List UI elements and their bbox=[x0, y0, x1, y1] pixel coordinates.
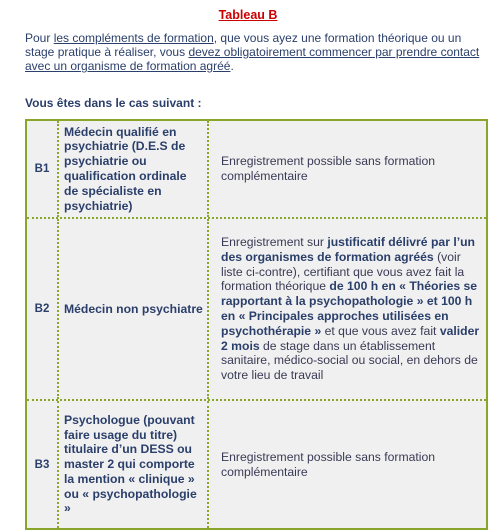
row-id: B2 bbox=[27, 219, 59, 399]
row-id: B3 bbox=[27, 401, 59, 528]
condition-cell: Enregistrement possible sans formation complémentaire bbox=[221, 154, 436, 183]
profile-cell: Médecin non psychiatre bbox=[59, 219, 209, 399]
complements-formation-link[interactable]: les compléments de formation bbox=[53, 31, 214, 45]
condition-text: (voir liste ci-contre), certifiant que vous avez fait la formation théorique bbox=[221, 249, 465, 294]
condition-text: Enregistrement sur bbox=[221, 235, 328, 250]
condition-emphasis: de 100 h en « Théories se rapportant à la psychopathologie » et 100 h en « Principales approches utilisées en psychothérapie » bbox=[221, 279, 478, 338]
profile-cell: Psychologue (pouvant faire usage du titre) titulaire d’un DESS ou master 2 qui comporte la mention « clinique » ou « psychopathologie » bbox=[59, 401, 209, 528]
intro-text-1: Pour bbox=[25, 31, 54, 45]
table-row bbox=[27, 401, 486, 528]
cases-table bbox=[25, 119, 488, 530]
case-heading: Vous êtes dans le cas suivant : bbox=[25, 96, 202, 110]
table-row bbox=[27, 121, 486, 219]
condition-cell bbox=[209, 219, 486, 399]
organisme-agree-link[interactable]: devez obligatoirement commencer par prendre contact avec un organisme de formation agréé bbox=[25, 45, 480, 73]
condition-text: de stage dans un établissement sanitaire, médico-social ou social, en dehors de votre lieu de travail bbox=[221, 338, 478, 383]
condition-emphasis: valider 2 mois bbox=[221, 323, 480, 353]
page-title: Tableau B bbox=[218, 8, 278, 22]
condition-cell: Enregistrement possible sans formation complémentaire bbox=[221, 449, 436, 479]
row-id: B1 bbox=[27, 121, 59, 217]
profile-cell: Médecin qualifié en psychiatrie (D.E.S de psychiatrie ou qualification ordinale de spécialiste en psychiatrie) bbox=[59, 121, 209, 217]
table-row bbox=[27, 219, 486, 401]
intro-text-3: . bbox=[230, 59, 234, 73]
intro-text-2: , que vous ayez une formation théorique ou un stage pratique à réaliser, vous bbox=[25, 31, 462, 59]
condition-text: et que vous avez fait bbox=[321, 323, 440, 338]
condition-emphasis: justificatif délivré par l’un des organismes de formation agréés bbox=[221, 235, 475, 264]
intro-paragraph bbox=[25, 31, 485, 73]
